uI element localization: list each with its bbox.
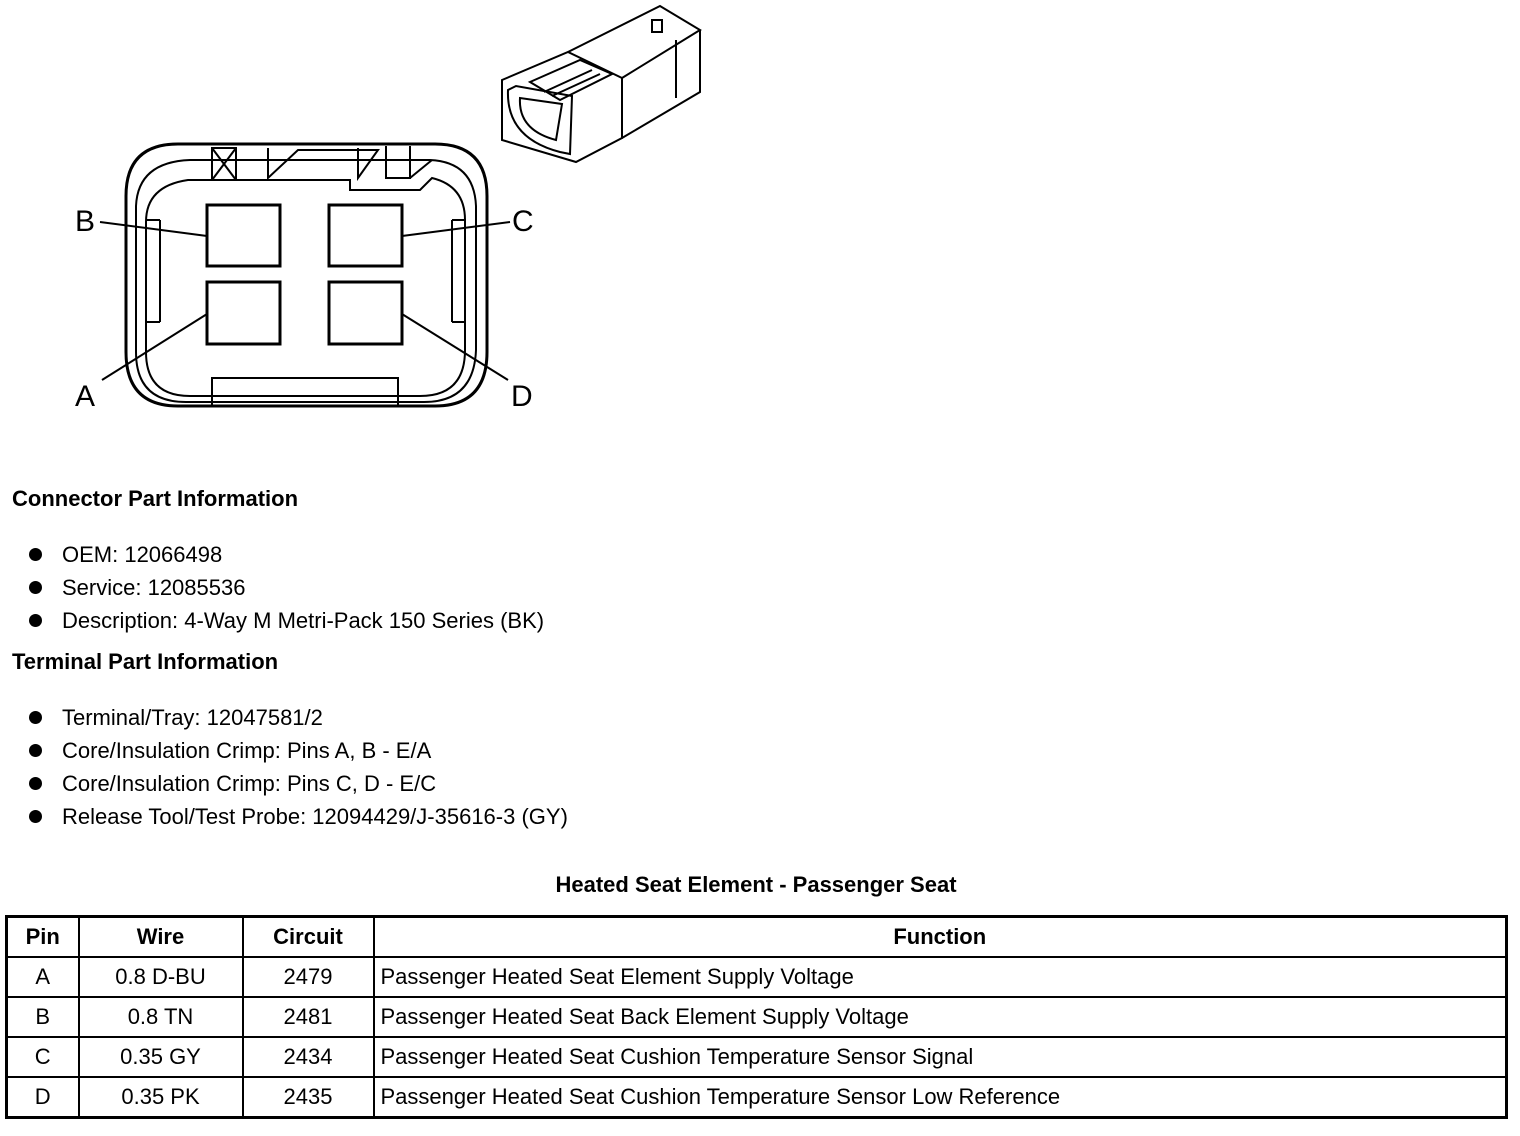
connector-face-rim <box>136 160 476 402</box>
connector-face-inner <box>146 178 465 396</box>
cell-circuit: 2479 <box>243 957 374 997</box>
cavity-b <box>207 205 280 266</box>
header-pin: Pin <box>7 917 79 958</box>
list-item-text: Core/Insulation Crimp: Pins C, D - E/C <box>62 771 437 796</box>
connector-isometric-view <box>502 6 700 162</box>
cell-pin: C <box>7 1037 79 1077</box>
pin-label-d: D <box>511 380 533 413</box>
leader-b <box>100 222 207 236</box>
list-item-text: Release Tool/Test Probe: 12094429/J-35616-3 (GY) <box>62 804 568 829</box>
list-item-text: Core/Insulation Crimp: Pins A, B - E/A <box>62 738 432 763</box>
cell-function: Passenger Heated Seat Back Element Supply Voltage <box>374 997 1507 1037</box>
connector-info-heading: Connector Part Information <box>12 486 299 511</box>
list-item <box>0 538 544 571</box>
connector-diagram <box>0 0 720 440</box>
list-item-text: OEM: 12066498 <box>62 542 223 567</box>
bullet-icon <box>29 744 42 757</box>
cell-pin: A <box>7 957 79 997</box>
list-item-text: Description: 4-Way M Metri-Pack 150 Series (BK) <box>62 608 545 633</box>
bullet-icon <box>29 548 42 561</box>
cell-wire: 0.8 TN <box>79 997 243 1037</box>
cell-circuit: 2481 <box>243 997 374 1037</box>
list-item <box>0 571 544 604</box>
header-wire: Wire <box>79 917 243 958</box>
latch-wedge <box>410 160 432 178</box>
cavity-c <box>329 205 402 266</box>
header-circuit: Circuit <box>243 917 374 958</box>
latch-key <box>386 146 410 178</box>
pin-table <box>5 915 1508 1119</box>
list-item-text: Terminal/Tray: 12047581/2 <box>62 705 323 730</box>
latch-center <box>268 148 378 178</box>
cell-wire: 0.35 GY <box>79 1037 243 1077</box>
list-item <box>0 734 568 767</box>
pin-label-c: C <box>512 205 534 238</box>
connector-info-list <box>0 538 544 637</box>
bullet-icon <box>29 614 42 627</box>
leader-a <box>102 314 207 380</box>
cell-function: Passenger Heated Seat Element Supply Voltage <box>374 957 1507 997</box>
table-row <box>7 1037 1507 1077</box>
cavity-a <box>207 282 280 344</box>
cell-circuit: 2435 <box>243 1077 374 1118</box>
cell-function: Passenger Heated Seat Cushion Temperature Sensor Signal <box>374 1037 1507 1077</box>
list-item <box>0 604 544 637</box>
table-row <box>7 957 1507 997</box>
cell-function: Passenger Heated Seat Cushion Temperature Sensor Low Reference <box>374 1077 1507 1118</box>
list-item <box>0 767 568 800</box>
bullet-icon <box>29 581 42 594</box>
list-item-text: Service: 12085536 <box>62 575 246 600</box>
table-header-row <box>7 917 1507 958</box>
cavity-d <box>329 282 402 344</box>
pin-label-a: A <box>75 380 96 413</box>
table-row <box>7 1077 1507 1118</box>
pin-label-b: B <box>75 205 96 238</box>
list-item <box>0 701 568 734</box>
cell-pin: B <box>7 997 79 1037</box>
terminal-info-list <box>0 701 568 833</box>
bullet-icon <box>29 810 42 823</box>
table-row <box>7 997 1507 1037</box>
bullet-icon <box>29 711 42 724</box>
cell-wire: 0.8 D-BU <box>79 957 243 997</box>
cell-pin: D <box>7 1077 79 1118</box>
cell-circuit: 2434 <box>243 1037 374 1077</box>
leader-d <box>402 314 508 380</box>
connector-face-outer <box>126 144 487 406</box>
cell-wire: 0.35 PK <box>79 1077 243 1118</box>
bullet-icon <box>29 777 42 790</box>
leader-c <box>402 222 510 236</box>
terminal-info-heading: Terminal Part Information <box>12 649 279 674</box>
header-function: Function <box>374 917 1507 958</box>
list-item <box>0 800 568 833</box>
table-title: Heated Seat Element - Passenger Seat <box>555 872 957 897</box>
